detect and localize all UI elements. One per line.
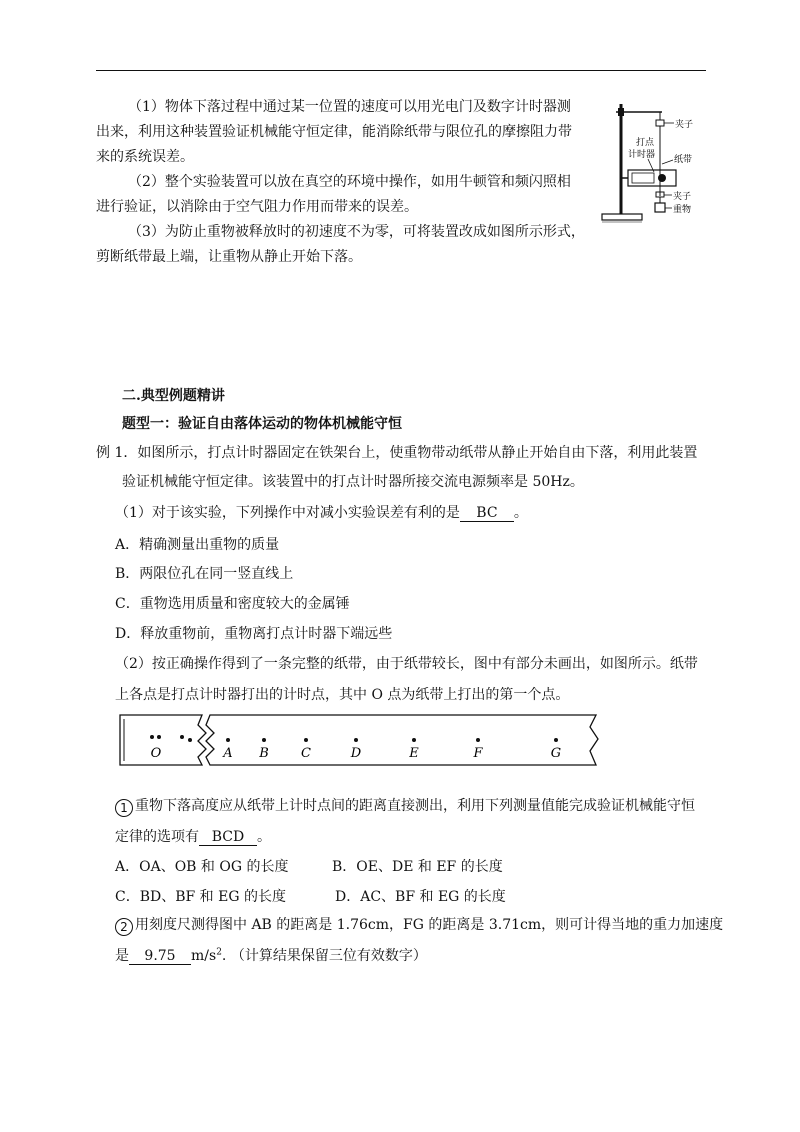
sub1-option-b: B．OE、DE 和 EF 的长度 — [332, 859, 503, 875]
section-heading: 二.典型例题精讲 — [122, 388, 225, 404]
tape-dot-extra-2 — [157, 735, 161, 739]
tape-dot-c — [304, 738, 308, 742]
leader-tape — [662, 160, 673, 164]
tape-dot-e — [412, 738, 416, 742]
sub1-marker: 1 — [115, 799, 133, 817]
tape-label-e: E — [409, 746, 419, 761]
timer-box — [628, 170, 676, 186]
tape-label-o: O — [150, 746, 162, 761]
option-a: A．精确测量出重物的质量 — [115, 537, 280, 553]
label-weight: 重物 — [673, 205, 692, 215]
tape-dot-extra-4 — [188, 738, 192, 742]
answer-q1: BC — [460, 505, 514, 522]
sub1-line2-suffix: 。 — [257, 829, 271, 845]
tape-left-segment — [120, 715, 206, 765]
tape-label-d: D — [350, 746, 362, 761]
example-line2: 验证机械能守恒定律。该装置中的打点计时器所接交流电源频率是 50Hz。 — [122, 474, 584, 490]
sub2-line2-prefix: 是 — [115, 948, 129, 964]
sub1-option-a: A．OA、OB 和 OG 的长度 — [115, 859, 289, 875]
sub2-unit-exp: 2 — [216, 947, 222, 958]
question-2-line2: 上各点是打点计时器打出的计时点，其中 O 点为纸带上打出的第一个点。 — [115, 687, 570, 703]
option-d: D．释放重物前，重物离打点计时器下端远些 — [115, 626, 393, 642]
tape-dot-b — [262, 738, 266, 742]
sub1-line2 — [115, 827, 271, 847]
paper-tape-figure — [116, 713, 606, 768]
label-timer-2: 计时器 — [628, 150, 656, 160]
question-1-prefix: （1）对于该实验，下列操作中对减小实验误差有利的是 — [115, 505, 460, 521]
label-clip-bottom: 夹子 — [673, 192, 692, 202]
apparatus-figure — [596, 96, 706, 236]
label-clip-top: 夹子 — [675, 120, 694, 130]
intro-p3-line2: 剪断纸带最上端，让重物从静止开始下落。 — [96, 249, 362, 265]
tape-dot-extra-3 — [180, 735, 184, 739]
sub2-line1 — [115, 915, 723, 936]
tape-dot-f — [476, 738, 480, 742]
sub1-line1-text: 重物下落高度应从纸带上计时点间的距离直接测出，利用下列测量值能完成验证机械能守恒 — [135, 798, 695, 814]
intro-p2-line1: （2）整个实验装置可以放在真空的环境中操作，如用牛顿管和频闪照相 — [128, 174, 571, 190]
sub2-line1-text: 用刻度尺测得图中 AB 的距离是 1.76cm，FG 的距离是 3.71cm，则可计得当地的重力加速度 — [135, 917, 724, 933]
intro-p1-line1: （1）物体下落过程中通过某一位置的速度可以用光电门及数字计时器测 — [128, 99, 571, 115]
tape-label-c: C — [301, 746, 311, 761]
sub1-option-c: C．BD、BF 和 EG 的长度 — [115, 889, 286, 905]
weight — [655, 203, 665, 212]
tape-dot-d — [354, 738, 358, 742]
sub1-line1 — [115, 796, 695, 817]
sub2-line2-suffix: . （计算结果保留三位有效数字） — [221, 948, 427, 964]
tape-label-a: A — [223, 746, 233, 761]
intro-p1-line2: 出来，利用这种装置验证机械能守恒定律，能消除纸带与限位孔的摩擦阻力带 — [96, 124, 572, 140]
sub2-unit: m/s — [191, 948, 217, 964]
question-1 — [115, 503, 528, 523]
sub2-marker: 2 — [115, 918, 133, 936]
timer-dot — [658, 174, 666, 182]
sub2-line2 — [115, 946, 427, 966]
question-2-line1: （2）按正确操作得到了一条完整的纸带，由于纸带较长，图中有部分未画出，如图所示。纸带 — [115, 656, 698, 672]
tape-dot-g — [554, 738, 558, 742]
tape-dot-extra-1 — [150, 735, 154, 739]
tape-label-f: F — [473, 746, 483, 761]
option-c: C．重物选用质量和密度较大的金属锤 — [115, 596, 350, 612]
intro-p1-line3: 来的系统误差。 — [96, 149, 194, 165]
label-tape: 纸带 — [674, 155, 693, 165]
header-rule — [96, 70, 706, 71]
answer-sub1: BCD — [199, 829, 257, 846]
timer-inner — [632, 173, 654, 183]
sub1-option-d: D．AC、BF 和 EG 的长度 — [335, 889, 506, 905]
label-timer-1: 打点 — [636, 138, 655, 148]
section-subheading: 题型一：验证自由落体运动的物体机械能守恒 — [122, 416, 402, 432]
example-line1: 例 1．如图所示，打点计时器固定在铁架台上，使重物带动纸带从静止开始自由下落，利用此装置 — [96, 445, 698, 461]
intro-p3-line1: （3）为防止重物被释放时的初速度不为零，可将装置改成如图所示形式， — [128, 224, 585, 240]
tape-dot-a — [226, 738, 230, 742]
answer-sub2: 9.75 — [129, 948, 191, 965]
sub1-line2-prefix: 定律的选项有 — [115, 829, 199, 845]
intro-p2-line2: 进行验证，以消除由于空气阻力作用而带来的误差。 — [96, 199, 418, 215]
clamp-knob-top — [618, 108, 624, 116]
option-b: B．两限位孔在同一竖直线上 — [115, 566, 294, 582]
tape-label-b: B — [259, 746, 269, 761]
stand-base — [602, 214, 642, 220]
tape-label-g: G — [550, 746, 562, 761]
clip-top — [656, 120, 664, 126]
question-1-suffix: 。 — [513, 505, 528, 521]
